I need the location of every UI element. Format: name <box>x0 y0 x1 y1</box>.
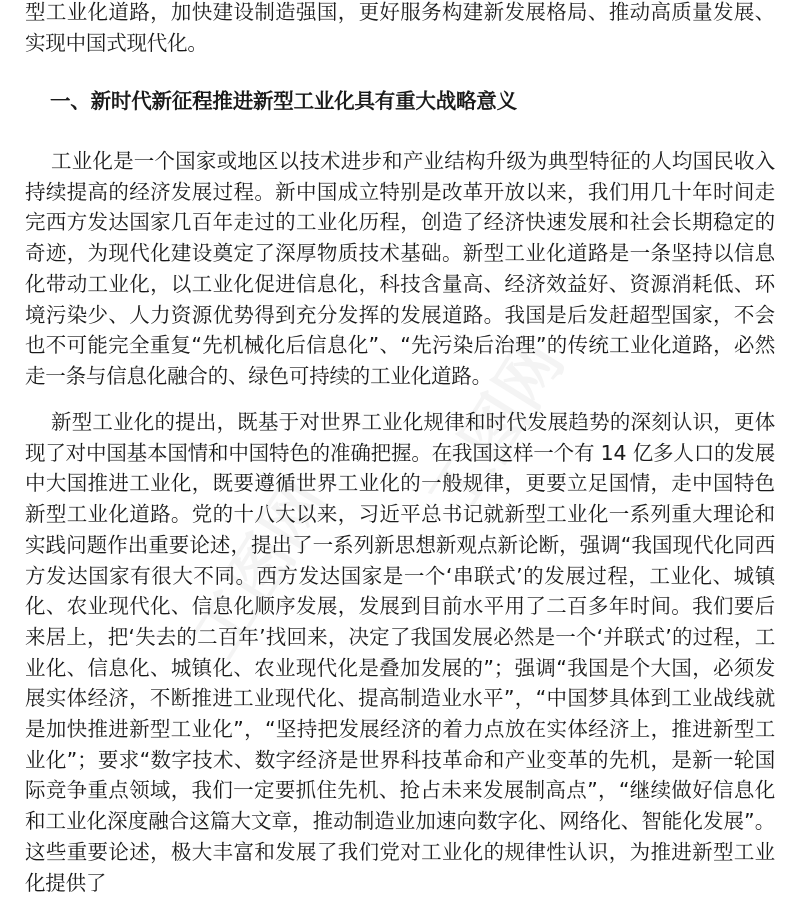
section-heading: 一、新时代新征程推进新型工业化具有重大战略意义 <box>50 89 517 113</box>
intro-paragraph-tail: 型工业化道路，加快建设制造强国，更好服务构建新发展格局、推动高质量发展、实现中国式现代化。 <box>25 0 775 55</box>
body-paragraph-2: 新型工业化的提出，既基于对世界工业化规律和时代发展趋势的深刻认识，更体现了对中国基本国情和中国特色的准确把握。在我国这样一个有 14 亿多人口的发展中大国推进工业化，既要遵循世界工业化的一般规律，更要立足国情，走中国特色新型工业化道路。党的十八大以来，习近平总书记就新型工业化一系列重大理论和实践问题作出重要论述，提出了一系列新思想新观点新论断，强调“我国现代化同西方发达国家有很大不同。西方发达国家是一个‘串联式’的发展过程，工业化、城镇化、农业现代化、信息化顺序发展，发展到目前水平用了二百多年时间。我们要后来居上，把‘失去的二百年’找回来，决定了我国发展必然是一个‘并联式’的过程，工业化、信息化、城镇化、农业现代化是叠加发展的”；强调“我国是个大国，必须发展实体经济，不断推进工业现代化、提高制造业水平”，“中国梦具体到工业战线就是加快推进新型工业化”，“坚持把发展经济的着力点放在实体经济上，推进新型工业化”；要求“数字技术、数字经济是世界科技革命和产业变革的先机，是新一轮国际竞争重点领域，我们一定要抓住先机、抢占未来发展制高点”，“继续做好信息化和工业化深度融合这篇大文章，推动制造业加速向数字化、网络化、智能化发展”。这些重要论述，极大丰富和发展了我们党对工业化的规律性认识，为推进新型工业化提供了 <box>25 410 775 895</box>
watermark: 工图网 <box>178 468 344 671</box>
watermark: 工图网 <box>413 328 579 531</box>
body-paragraph-1: 工业化是一个国家或地区以技术进步和产业结构升级为典型特征的人均国民收入持续提高的经济发展过程。新中国成立特别是改革开放以来，我们用几十年时间走完西方发达国家几百年走过的工业化历程，创造了经济快速发展和社会长期稳定的奇迹，为现代化建设奠定了深厚物质技术基础。新型工业化道路是一条坚持以信息化带动工业化，以工业化促进信息化，科技含量高、经济效益好、资源消耗低、环境污染少、人力资源优势得到充分发挥的发展道路。我国是后发赶超型国家，不会也不可能完全重复“先机械化后信息化”、“先污染后治理”的传统工业化道路，必然走一条与信息化融合的、绿色可持续的工业化道路。 <box>25 149 775 388</box>
